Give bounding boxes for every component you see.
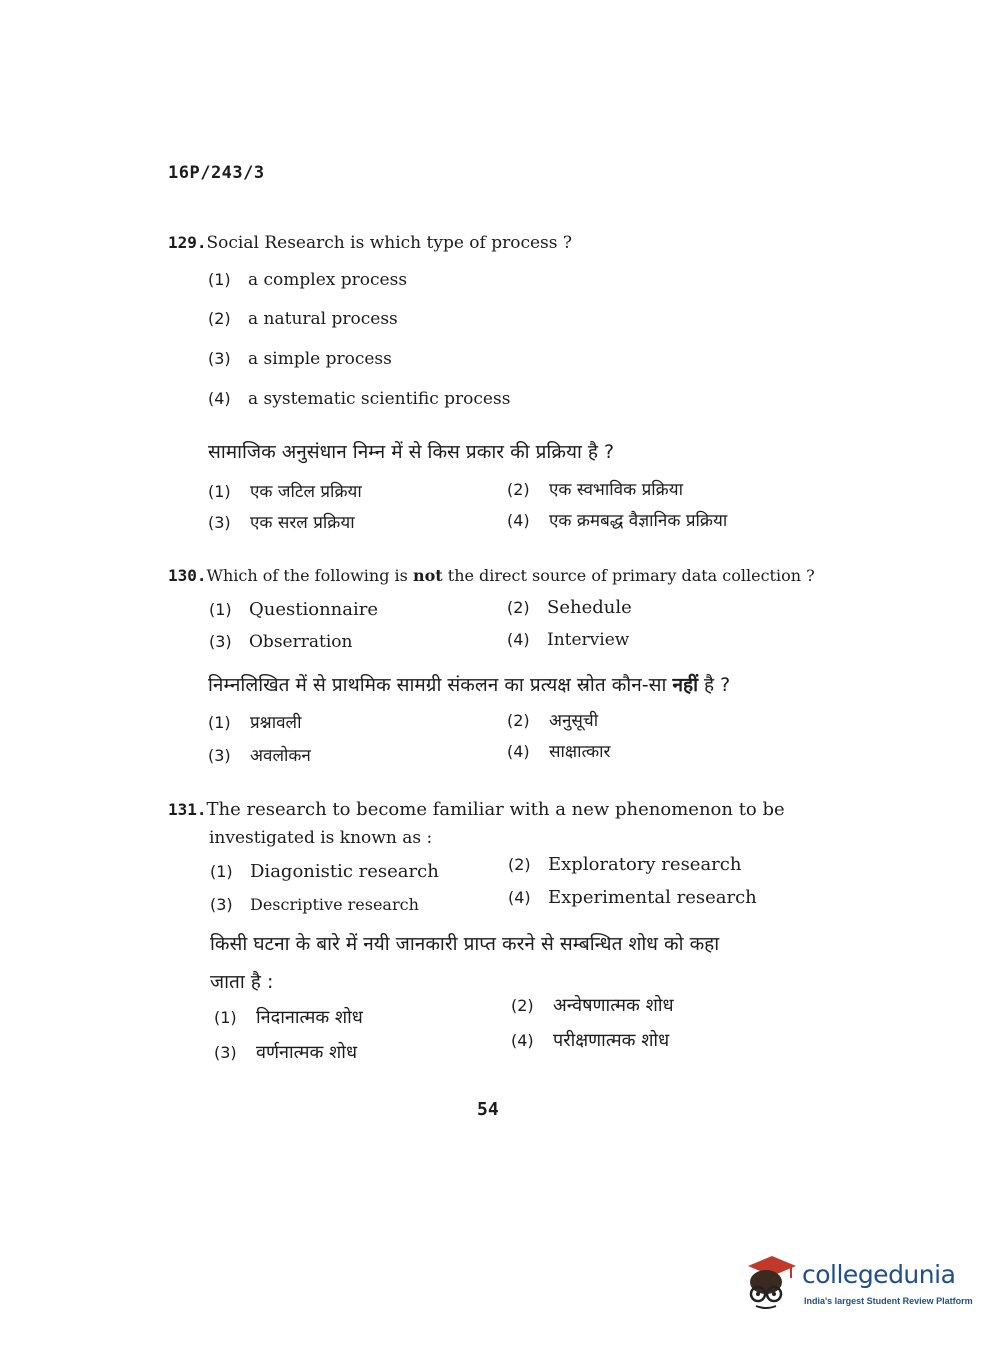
hindi-option-3: (3) अवलोकन <box>208 746 311 766</box>
option-4: (4) Experimental research <box>508 887 757 908</box>
hindi-option-2: (2) अन्वेषणात्मक शोध <box>511 995 674 1016</box>
graduate-mascot-icon <box>742 1252 798 1310</box>
option-1: (1) a complex process <box>208 270 408 290</box>
hindi-question-text: निम्नलिखित में से प्राथमिक सामग्री संकलन का प्रत्यक्ष स्रोत कौन-सा नहीं है ? <box>208 674 731 696</box>
question-text: Social Research is which type of process ? <box>206 233 573 253</box>
page-code: 16P/243/3 <box>168 163 265 183</box>
hindi-option-4: (4) एक क्रमबद्ध वैज्ञानिक प्रक्रिया <box>507 511 728 531</box>
hindi-option-3: (3) एक सरल प्रक्रिया <box>208 513 355 533</box>
brand-name: collegedunia <box>802 1260 956 1289</box>
question-number: 129. <box>168 233 207 252</box>
hindi-emphasis-not: नहीं <box>672 674 698 696</box>
hindi-option-2: (2) एक स्वभाविक प्रक्रिया <box>507 480 683 500</box>
hindi-option-1: (1) एक जटिल प्रक्रिया <box>208 482 362 502</box>
question-stem: 131.The research to become familiar with a new phenomenon to be <box>168 799 785 820</box>
option-3: (3) a simple process <box>208 349 392 369</box>
option-1: (1) Questionnaire <box>209 599 378 620</box>
option-2: (2) Exploratory research <box>508 854 742 875</box>
emphasis-not: not <box>412 566 443 585</box>
hindi-option-3: (3) वर्णनात्मक शोध <box>214 1042 358 1063</box>
option-1: (1) Diagonistic research <box>210 861 439 882</box>
option-3: (3) Obserration <box>209 632 353 652</box>
question-number: 130. <box>168 566 207 585</box>
question-stem: 130.Which of the following is not the direct source of primary data collection ? <box>168 566 815 585</box>
option-4: (4) Interview <box>507 630 630 650</box>
hindi-option-1: (1) निदानात्मक शोध <box>214 1007 363 1028</box>
question-stem <box>168 229 808 257</box>
option-2: (2) a natural process <box>208 309 398 329</box>
page-number: 54 <box>477 1099 499 1120</box>
hindi-question-text: किसी घटना के बारे में नयी जानकारी प्राप्त करने से सम्बन्धित शोध को कहा <box>210 933 720 955</box>
question-stem-continuation: investigated is known as : <box>209 828 433 848</box>
collegedunia-logo <box>742 1252 972 1312</box>
hindi-option-1: (1) प्रश्नावली <box>208 713 302 733</box>
hindi-question-text: सामाजिक अनुसंधान निम्न में से किस प्रकार की प्रक्रिया है ? <box>208 441 615 463</box>
hindi-option-2: (2) अनुसूची <box>507 711 599 731</box>
hindi-question-text-continuation: जाता है : <box>210 971 274 993</box>
hindi-option-4: (4) परीक्षणात्मक शोध <box>511 1030 670 1051</box>
option-3: (3) Descriptive research <box>210 895 419 914</box>
hindi-option-4: (4) साक्षात्कार <box>507 742 611 762</box>
brand-tagline: India's largest Student Review Platform <box>804 1296 973 1306</box>
option-2: (2) Sehedule <box>507 597 632 618</box>
question-number: 131. <box>168 800 207 819</box>
option-4: (4) a systematic scientific process <box>208 389 511 409</box>
